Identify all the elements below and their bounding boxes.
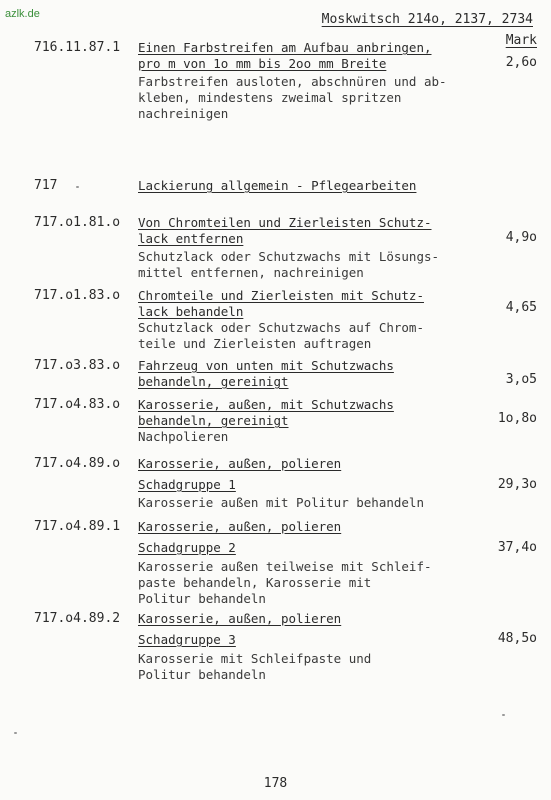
entry-title bbox=[138, 215, 458, 247]
entry-title-line: behandeln, gereinigt bbox=[138, 413, 289, 428]
entry-code: 717.o1.83.o bbox=[34, 288, 121, 303]
entry-price: 4,9o bbox=[505, 230, 537, 245]
description-line: Schutzlack oder Schutzwachs auf Chrom- bbox=[138, 320, 424, 335]
entry-title-line: Lackierung allgemein - Pflegearbeiten bbox=[138, 178, 417, 193]
page-number: 178 bbox=[263, 776, 288, 791]
entry-title-line: Schadgruppe 1 bbox=[138, 477, 236, 492]
entry-code: 717.o4.83.o bbox=[34, 397, 121, 412]
scan-speck bbox=[14, 732, 17, 734]
price-column-header: Mark bbox=[505, 33, 537, 48]
description-line: kleben, mindestens zweimal spritzen bbox=[138, 90, 402, 105]
entry-title-line: Einen Farbstreifen am Aufbau anbringen, bbox=[138, 40, 432, 55]
entry-title bbox=[138, 178, 458, 194]
entry-code: 717.o4.89.2 bbox=[34, 611, 121, 626]
entry-title bbox=[138, 40, 458, 72]
entry-price: 2,6o bbox=[505, 55, 537, 70]
entry-code: 717.o4.89.o bbox=[34, 456, 121, 471]
entry-code: 717.o3.83.o bbox=[34, 358, 121, 373]
entry-title-line: Fahrzeug von unten mit Schutzwachs bbox=[138, 358, 394, 373]
entry-description bbox=[138, 429, 468, 445]
entry-title-line: lack behandeln bbox=[138, 304, 244, 319]
entry-title-line: behandeln, gereinigt bbox=[138, 374, 289, 389]
entry-price: 37,4o bbox=[497, 540, 537, 555]
entry-title bbox=[138, 358, 458, 390]
entry-title-line: Chromteile und Zierleisten mit Schutz- bbox=[138, 288, 424, 303]
description-line: paste behandeln, Karosserie mit bbox=[138, 575, 372, 590]
entry-title bbox=[138, 288, 458, 320]
entry-price: 29,3o bbox=[497, 477, 537, 492]
description-line: teile und Zierleisten auftragen bbox=[138, 336, 372, 351]
entry-title-line: Karosserie, außen, mit Schutzwachs bbox=[138, 397, 394, 412]
entry-title-line: Schadgruppe 3 bbox=[138, 632, 236, 647]
description-line: Politur behandeln bbox=[138, 667, 266, 682]
entry-title bbox=[138, 519, 458, 556]
description-line: Karosserie mit Schleifpaste und bbox=[138, 651, 372, 666]
entry-title-line: Karosserie, außen, polieren bbox=[138, 456, 342, 471]
entry-description bbox=[138, 559, 468, 607]
description-line: Karosserie außen teilweise mit Schleif- bbox=[138, 559, 432, 574]
scan-speck bbox=[502, 714, 505, 716]
entry-description bbox=[138, 74, 468, 122]
description-line: nachreinigen bbox=[138, 106, 229, 121]
entry-title-line: pro m von 1o mm bis 2oo mm Breite bbox=[138, 56, 387, 71]
entry-code: 717.o1.81.o bbox=[34, 215, 121, 230]
entry-title bbox=[138, 456, 458, 493]
entry-code: 716.11.87.1 bbox=[34, 40, 121, 55]
entry-title-line: Schadgruppe 2 bbox=[138, 540, 236, 555]
entry-description bbox=[138, 651, 468, 683]
scan-speck bbox=[76, 186, 79, 188]
description-line: Politur behandeln bbox=[138, 591, 266, 606]
entry-description bbox=[138, 495, 468, 511]
watermark: azlk.de bbox=[5, 8, 40, 20]
description-line: Schutzlack oder Schutzwachs mit Lösungs- bbox=[138, 249, 440, 264]
entry-code: 717.o4.89.1 bbox=[34, 519, 121, 534]
entry-price: 1o,8o bbox=[497, 411, 537, 426]
entry-title-line: lack entfernen bbox=[138, 231, 244, 246]
entry-title-line: Karosserie, außen, polieren bbox=[138, 519, 342, 534]
entry-description bbox=[138, 249, 468, 281]
entry-code: 717 bbox=[34, 178, 58, 193]
page-header-title: Moskwitsch 214o, 2137, 2734 bbox=[321, 12, 533, 27]
description-line: Farbstreifen ausloten, abschnüren und ab- bbox=[138, 74, 447, 89]
description-line: Nachpolieren bbox=[138, 429, 229, 444]
entry-price: 48,5o bbox=[497, 631, 537, 646]
entry-title bbox=[138, 397, 458, 429]
entry-description bbox=[138, 320, 468, 352]
entry-price: 4,65 bbox=[505, 300, 537, 315]
entry-title-line: Karosserie, außen, polieren bbox=[138, 611, 342, 626]
entry-title-line: Von Chromteilen und Zierleisten Schutz- bbox=[138, 215, 432, 230]
description-line: mittel entfernen, nachreinigen bbox=[138, 265, 364, 280]
description-line: Karosserie außen mit Politur behandeln bbox=[138, 495, 424, 510]
entry-price: 3,o5 bbox=[505, 372, 537, 387]
entry-title bbox=[138, 611, 458, 648]
